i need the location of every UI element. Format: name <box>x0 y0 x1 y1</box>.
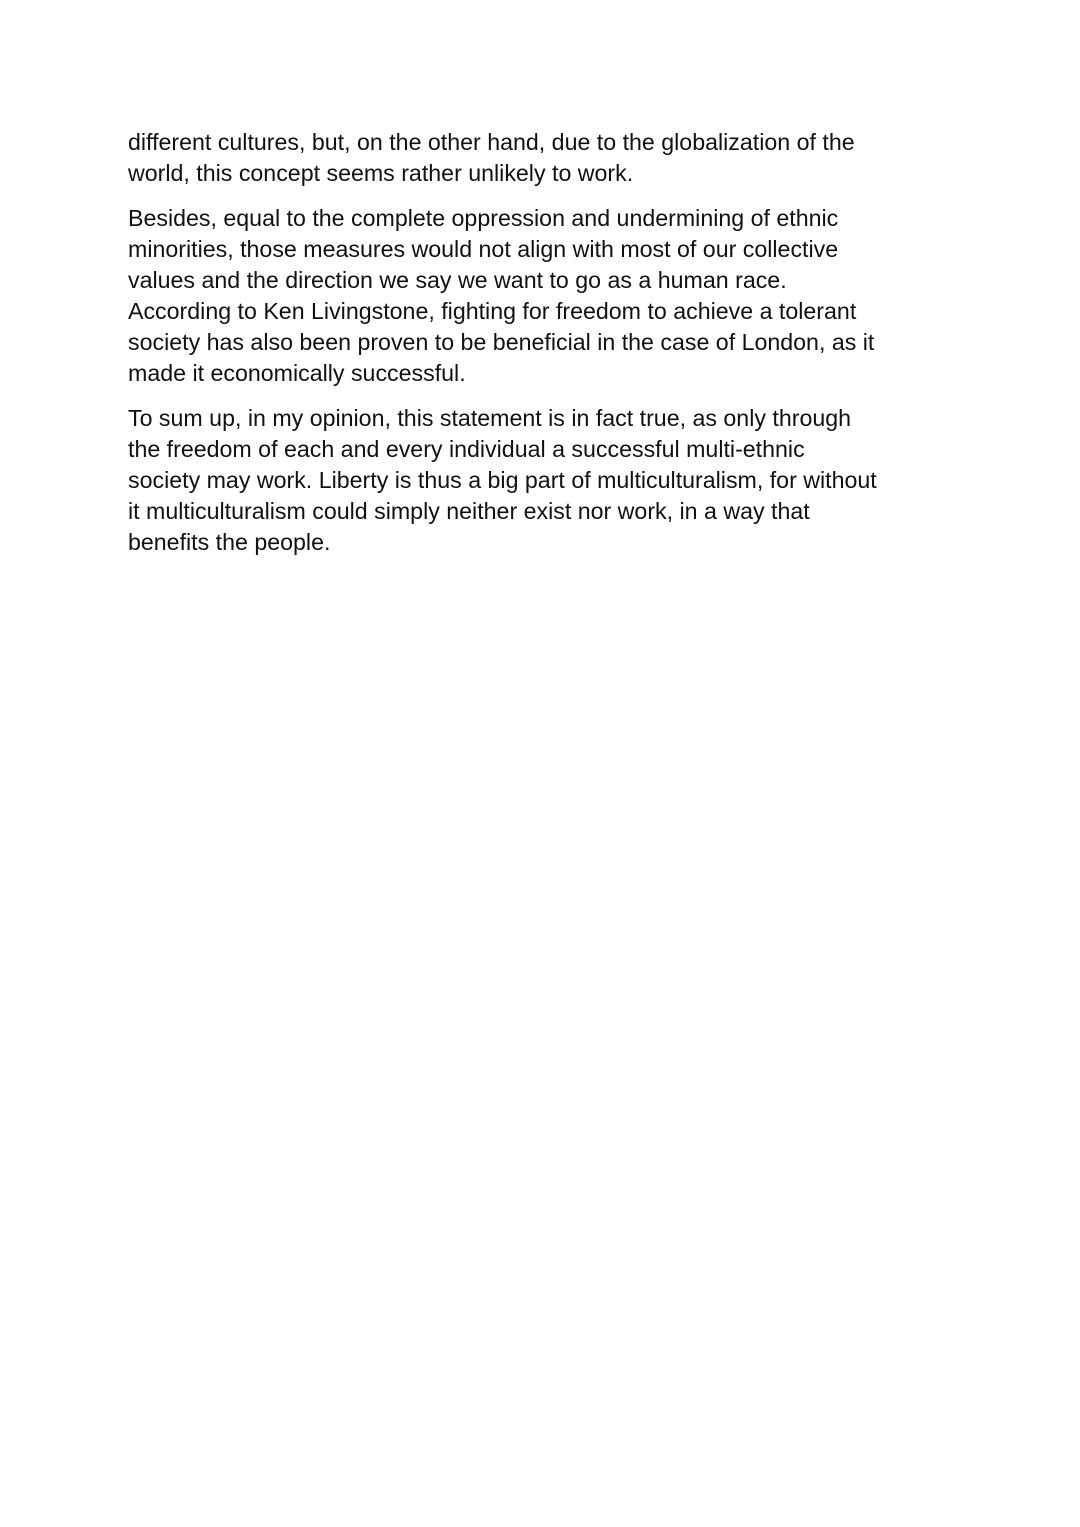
paragraph-line: According to Ken Livingstone, fighting for freedom to achieve a tolerant <box>128 298 857 324</box>
paragraph-line: the freedom of each and every individual a successful multi-ethnic <box>128 436 805 462</box>
paragraph-3 <box>128 403 958 558</box>
paragraph-line: benefits the people. <box>128 529 331 555</box>
paragraph-line: Besides, equal to the complete oppression and undermining of ethnic <box>128 205 839 231</box>
document-body <box>128 127 958 572</box>
paragraph-line: different cultures, but, on the other hand, due to the globalization of the <box>128 129 855 155</box>
paragraph-line: made it economically successful. <box>128 360 466 386</box>
paragraph-line: minorities, those measures would not align with most of our collective <box>128 236 839 262</box>
paragraph-line: values and the direction we say we want to go as a human race. <box>128 267 787 293</box>
paragraph-line: society may work. Liberty is thus a big part of multiculturalism, for without <box>128 467 877 493</box>
paragraph-2 <box>128 203 958 389</box>
paragraph-line: world, this concept seems rather unlikely to work. <box>128 160 634 186</box>
paragraph-line: To sum up, in my opinion, this statement is in fact true, as only through <box>128 405 852 431</box>
paragraph-1 <box>128 127 958 189</box>
paragraph-line: it multiculturalism could simply neither exist nor work, in a way that <box>128 498 810 524</box>
paragraph-line: society has also been proven to be beneficial in the case of London, as it <box>128 329 875 355</box>
